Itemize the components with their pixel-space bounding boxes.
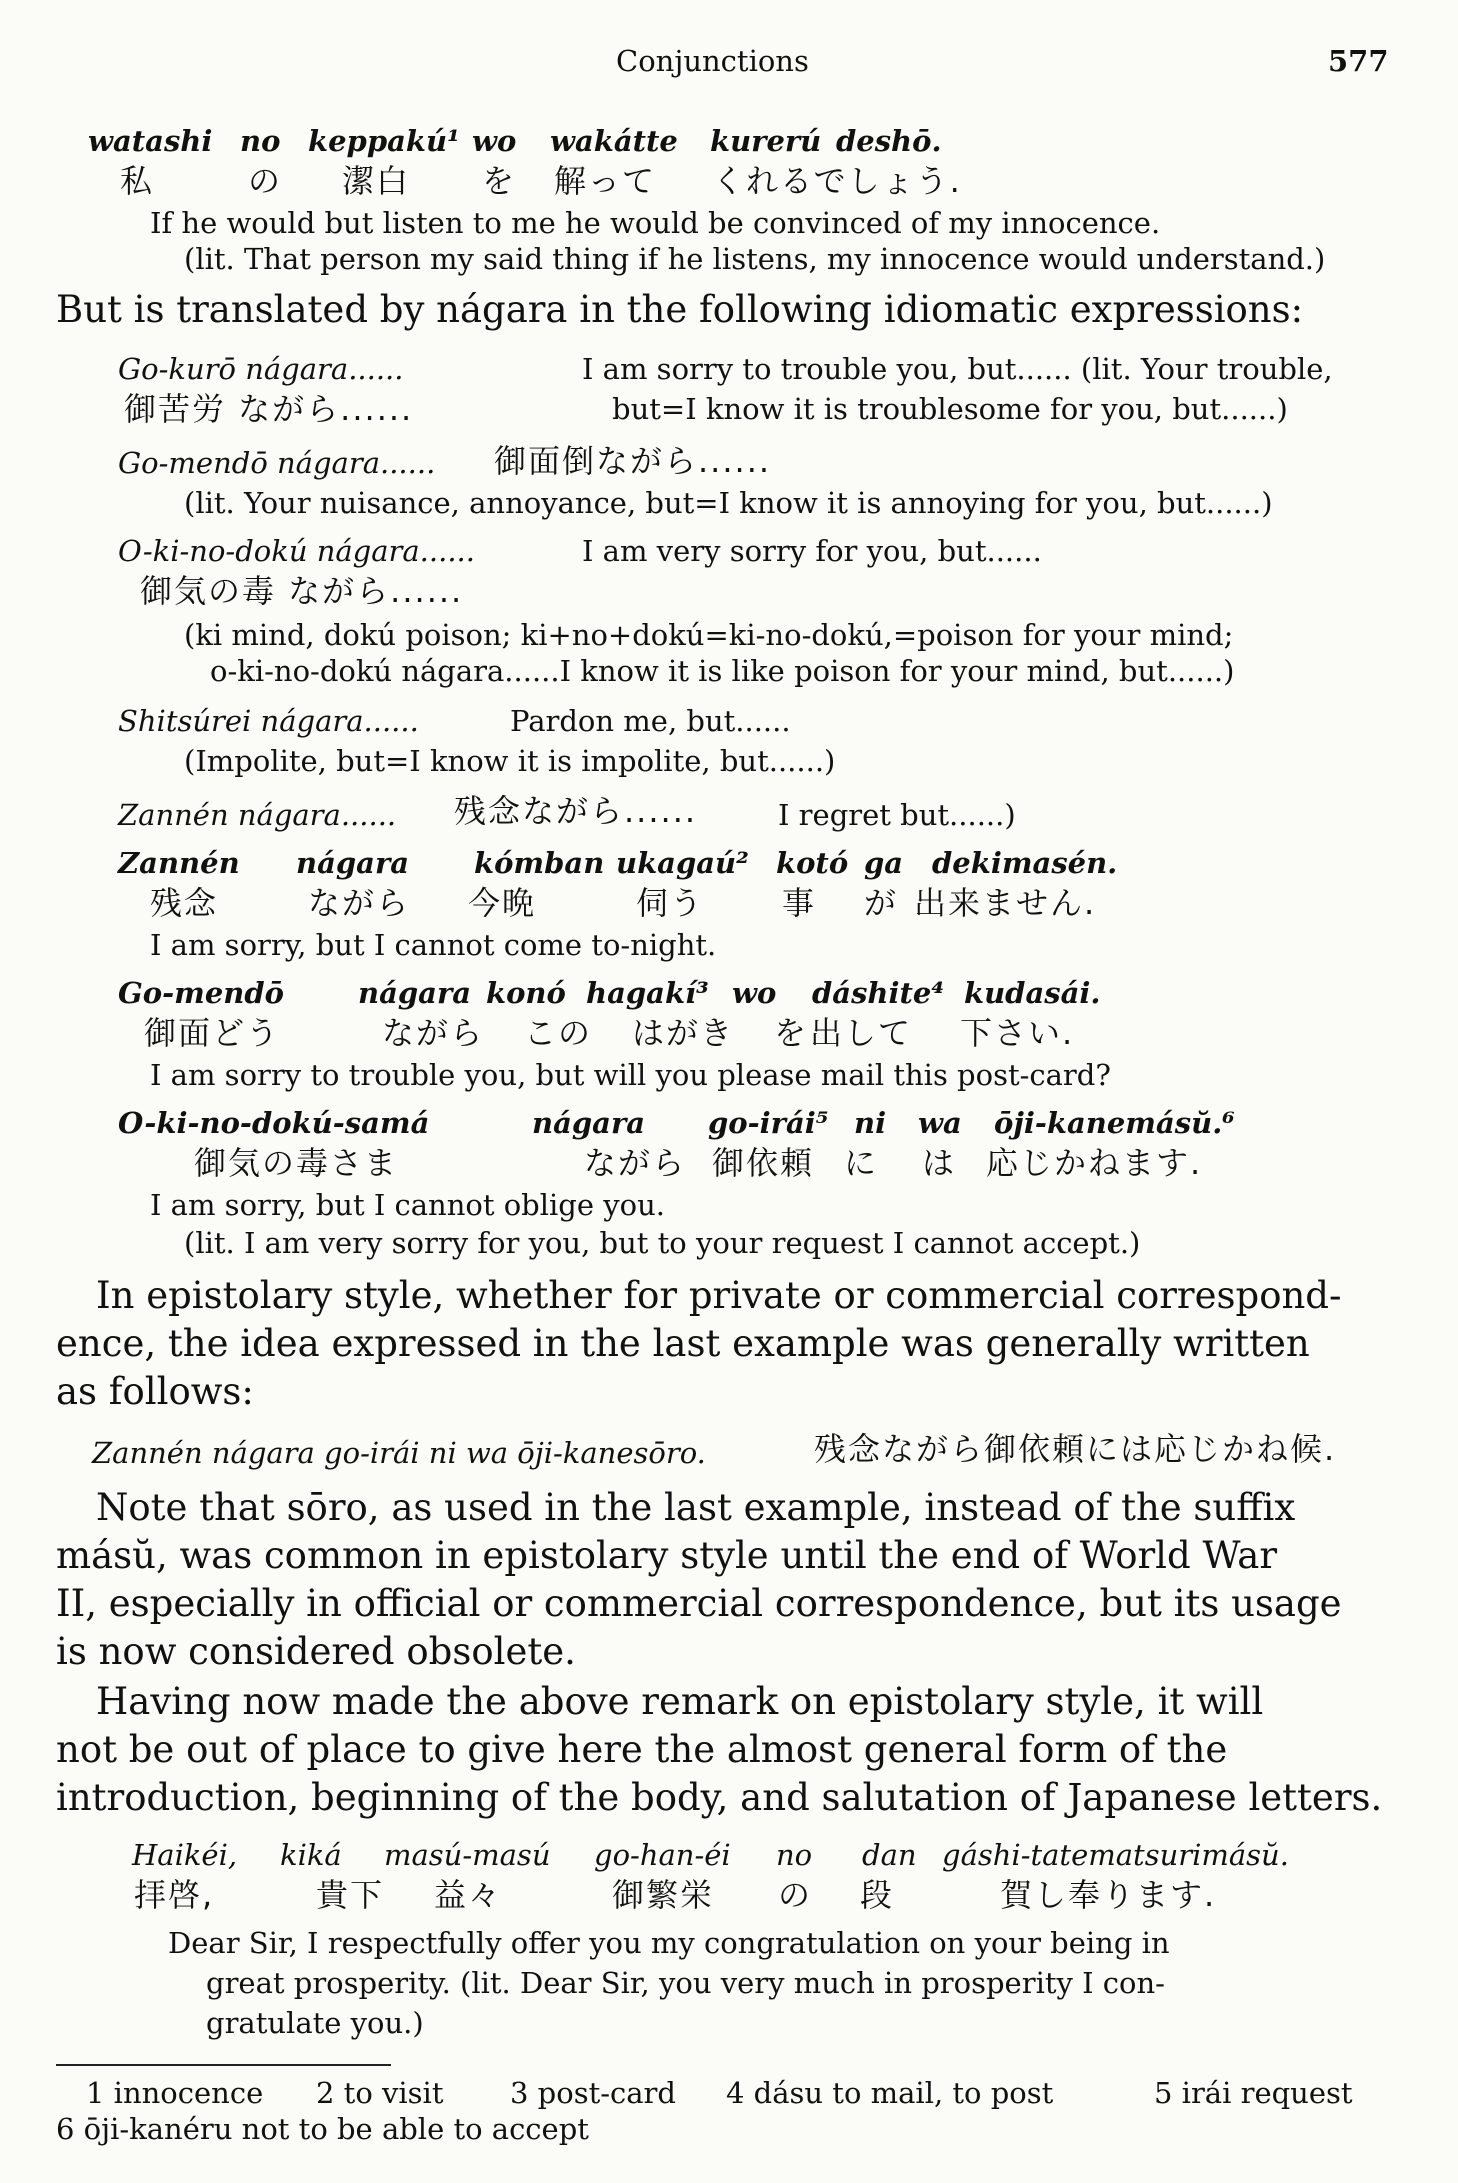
idiom-translation-cont: but=I know it is troublesome for you, but......) <box>612 392 1288 426</box>
example-romaji <box>118 846 1418 886</box>
word: 御気の毒さま <box>194 1144 399 1182</box>
word: nágara <box>358 976 472 1010</box>
word: kómban <box>474 846 605 880</box>
word: no <box>240 124 281 158</box>
idiom-romaji: Shitsúrei nágara...... <box>118 704 419 738</box>
word: 出来ません. <box>914 884 1097 922</box>
word: wa <box>918 1106 962 1140</box>
example-romaji: Zannén nágara go-irái ni wa ōji-kanesōro. <box>92 1436 706 1470</box>
word: dekimasén. <box>932 846 1118 880</box>
word: ながら <box>382 1014 485 1052</box>
word: 賀し奉ります. <box>1000 1876 1217 1914</box>
word: の <box>248 162 283 200</box>
word: ukagaú² <box>616 846 749 880</box>
example-japanese <box>144 1014 1444 1058</box>
word: 伺う <box>636 884 705 922</box>
translation: great prosperity. (lit. Dear Sir, you very much in prosperity I con- <box>206 1966 1165 2000</box>
footnote: 4 dásu to mail, to post <box>726 2076 1054 2110</box>
word: hagakí³ <box>586 976 709 1010</box>
footnote: 1 innocence <box>86 2076 264 2110</box>
example-japanese: 残念ながら御依頼には応じかね候. <box>814 1430 1337 1468</box>
gloss: (Impolite, but=I know it is impolite, but......) <box>184 744 836 778</box>
example-romaji <box>118 1106 1418 1146</box>
idiom-romaji: Zannén nágara...... <box>118 798 397 832</box>
word: kudasái. <box>964 976 1101 1010</box>
paragraph-line: másŭ, was common in epistolary style until the end of World War <box>56 1534 1277 1577</box>
word: go-han-éi <box>594 1838 731 1872</box>
idiom-japanese: 御気の毒 ながら...... <box>140 572 464 610</box>
idiom-translation: Pardon me, but...... <box>510 704 791 738</box>
word: の <box>778 1876 813 1914</box>
paragraph-line: ence, the idea expressed in the last example was generally written <box>56 1322 1310 1365</box>
word: 私 <box>120 162 155 200</box>
word: gáshi-tatematsurimásŭ. <box>942 1838 1289 1872</box>
word: ga <box>864 846 904 880</box>
word: dáshite⁴ <box>812 976 945 1010</box>
paragraph-line: In epistolary style, whether for private or commercial correspond- <box>96 1274 1342 1317</box>
idiom-romaji: O-ki-no-dokú nágara...... <box>118 534 475 568</box>
word: go-irái⁵ <box>708 1106 829 1140</box>
example-romaji <box>118 976 1418 1016</box>
literal-translation: (lit. That person my said thing if he listens, my innocence would understand.) <box>184 242 1326 276</box>
word: Go-mendō <box>118 976 284 1010</box>
example-japanese <box>134 1876 1414 1920</box>
gloss: o-ki-no-dokú nágara......I know it is like poison for your mind, but......) <box>210 654 1235 688</box>
word: 段 <box>860 1876 895 1914</box>
idiom-romaji: Go-mendō nágara...... <box>118 446 436 480</box>
word: 潔白 <box>342 162 411 200</box>
example-japanese <box>194 1144 1444 1188</box>
word: nágara <box>532 1106 646 1140</box>
word: はがき <box>632 1014 735 1052</box>
word: masú-masú <box>384 1838 551 1872</box>
example-romaji <box>88 124 1388 164</box>
word: を <box>774 1014 809 1052</box>
word: watashi <box>88 124 213 158</box>
idiom-romaji: Go-kurō nágara...... <box>118 352 404 386</box>
word: kotó <box>776 846 849 880</box>
word: 出して <box>810 1014 913 1052</box>
footnote: 6 ōji-kanéru not to be able to accept <box>56 2112 589 2146</box>
example-japanese <box>150 884 1450 928</box>
word: 解って <box>554 162 657 200</box>
idiom-translation: I am very sorry for you, but...... <box>582 534 1042 568</box>
word: konó <box>486 976 566 1010</box>
paragraph-line: not be out of place to give here the almost general form of the <box>56 1728 1228 1771</box>
word: kurerú <box>710 124 822 158</box>
idiom-japanese: 残念ながら...... <box>454 792 698 830</box>
word: Haikéi, <box>132 1838 238 1872</box>
literal-translation: (lit. Your nuisance, annoyance, but=I know it is annoying for you, but......) <box>184 486 1273 520</box>
word: この <box>524 1014 593 1052</box>
word: 残念 <box>150 884 219 922</box>
literal-translation: (lit. I am very sorry for you, but to your request I cannot accept.) <box>184 1226 1141 1260</box>
word: ながら <box>308 884 411 922</box>
word: 今晩 <box>468 884 537 922</box>
translation: I am sorry to trouble you, but will you please mail this post-card? <box>150 1058 1111 1092</box>
idiom-translation: I am sorry to trouble you, but...... (lit. Your trouble, <box>582 352 1333 386</box>
word: kiká <box>280 1838 342 1872</box>
word: は <box>922 1144 957 1182</box>
footnote: 2 to visit <box>316 2076 444 2110</box>
word: 益々 <box>434 1876 503 1914</box>
word: no <box>776 1838 813 1872</box>
word: deshō. <box>836 124 942 158</box>
paragraph-line: is now considered obsolete. <box>56 1630 576 1673</box>
word: ni <box>854 1106 887 1140</box>
word: keppakú¹ <box>308 124 460 158</box>
example-romaji <box>132 1838 1412 1878</box>
running-header: Conjunctions <box>616 44 809 78</box>
word: nágara <box>296 846 410 880</box>
word: wo <box>472 124 517 158</box>
gloss: (ki mind, dokú poison; ki+no+dokú=ki-no-dokú,=poison for your mind; <box>184 618 1234 652</box>
footnote-rule <box>56 2064 391 2066</box>
translation: I am sorry, but I cannot oblige you. <box>150 1188 665 1222</box>
idiom-japanese: 御苦労 ながら...... <box>124 390 414 428</box>
word: O-ki-no-dokú-samá <box>118 1106 430 1140</box>
word: くれるでしょう. <box>712 162 962 200</box>
example-japanese <box>120 162 1420 206</box>
translation: I am sorry, but I cannot come to-night. <box>150 928 717 962</box>
word: 御面どう <box>144 1014 281 1052</box>
page-number: 577 <box>1328 44 1389 78</box>
paragraph-line: introduction, beginning of the body, and salutation of Japanese letters. <box>56 1776 1383 1819</box>
word: を <box>482 162 517 200</box>
translation: If he would but listen to me he would be convinced of my innocence. <box>150 206 1161 240</box>
section-intro: But is translated by nágara in the following idiomatic expressions: <box>56 288 1304 331</box>
idiom-japanese: 御面倒ながら...... <box>494 442 772 480</box>
footnote: 5 irái request <box>1154 2076 1353 2110</box>
word: wo <box>732 976 777 1010</box>
word: wakátte <box>550 124 678 158</box>
word: 拝啓, <box>134 1876 215 1914</box>
word: が <box>864 884 899 922</box>
paragraph-line: as follows: <box>56 1370 254 1413</box>
word: ながら <box>584 1144 687 1182</box>
footnote: 3 post-card <box>510 2076 676 2110</box>
translation: gratulate you.) <box>206 2006 424 2040</box>
translation: Dear Sir, I respectfully offer you my congratulation on your being in <box>168 1926 1170 1960</box>
word: dan <box>862 1838 917 1872</box>
word: 事 <box>782 884 817 922</box>
word: 下さい. <box>960 1014 1075 1052</box>
word: 応じかねます. <box>986 1144 1203 1182</box>
word: Zannén <box>118 846 240 880</box>
word: ōji-kanemásŭ.⁶ <box>994 1106 1235 1140</box>
word: に <box>844 1144 879 1182</box>
word: 御繁栄 <box>612 1876 715 1914</box>
word: 貴下 <box>316 1876 385 1914</box>
paragraph-line: Having now made the above remark on epistolary style, it will <box>96 1680 1264 1723</box>
paragraph-line: Note that sōro, as used in the last example, instead of the suffix <box>96 1486 1296 1529</box>
idiom-translation: I regret but......) <box>778 798 1016 832</box>
paragraph-line: II, especially in official or commercial correspondence, but its usage <box>56 1582 1342 1625</box>
word: 御依頼 <box>712 1144 815 1182</box>
